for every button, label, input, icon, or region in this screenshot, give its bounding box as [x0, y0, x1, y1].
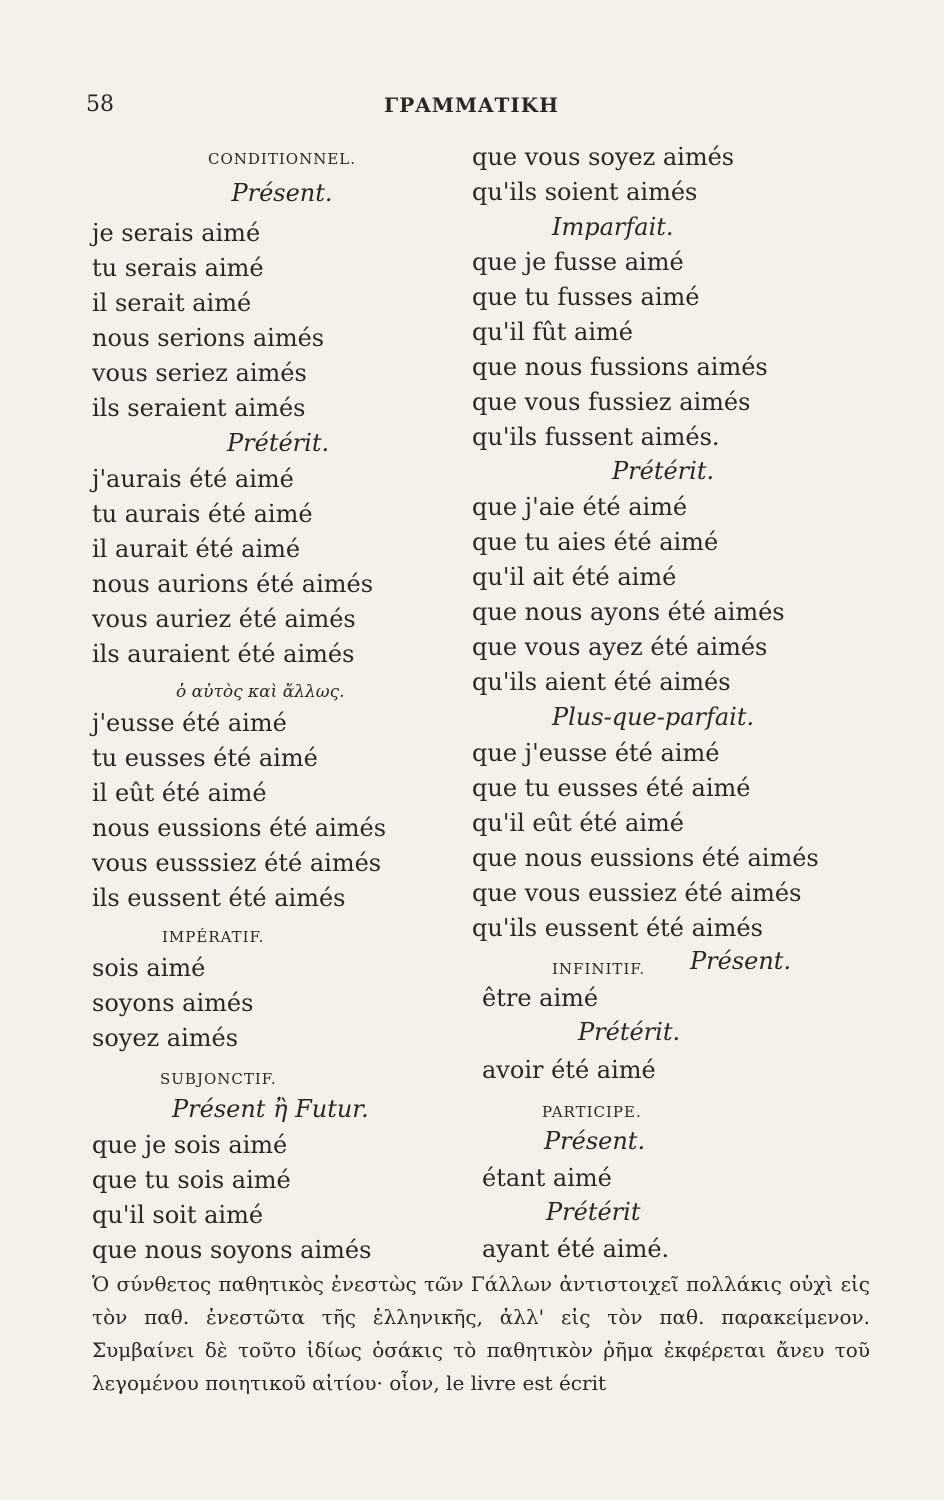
- conjugation-line: j'aurais été aimé: [92, 465, 294, 493]
- conjugation-line: il eût été aimé: [92, 779, 267, 807]
- conjugation-line: que tu fusses aimé: [472, 283, 700, 311]
- conjugation-line: ils eussent été aimés: [92, 884, 346, 912]
- conjugation-line: que nous eussions été aimés: [472, 844, 819, 872]
- conjugation-line: ils seraient aimés: [92, 394, 306, 422]
- conjugation-line: que j'eusse été aimé: [472, 739, 720, 767]
- section-heading: Prétérit.: [612, 457, 715, 485]
- conjugation-line: vous auriez été aimés: [92, 605, 356, 633]
- conjugation-line: que je fusse aimé: [472, 248, 684, 276]
- conjugation-line: nous aurions été aimés: [92, 570, 374, 598]
- conditionnel-heading: CONDITIONNEL.: [207, 150, 356, 168]
- conjugation-line: il aurait été aimé: [92, 535, 301, 563]
- conjugation-line: que je sois aimé: [92, 1131, 288, 1159]
- conjugation-line: que vous eussiez été aimés: [472, 879, 802, 907]
- conjugation-line: nous serions aimés: [92, 324, 325, 352]
- conjugation-line: qu'il ait été aimé: [472, 563, 677, 591]
- conjugation-line: que nous fussions aimés: [472, 353, 768, 381]
- section-heading: Prétérit.: [227, 429, 330, 457]
- conjugation-line: j'eusse été aimé: [92, 709, 287, 737]
- section-heading: Présent.: [690, 947, 792, 975]
- section-heading: PARTICIPE.: [542, 1103, 642, 1121]
- conjugation-line: ils auraient été aimés: [92, 640, 355, 668]
- conjugation-line: étant aimé: [482, 1164, 612, 1192]
- section-heading: ὁ αὐτὸς καὶ ἄλλως.: [176, 682, 345, 702]
- conjugation-line: tu aurais été aimé: [92, 500, 313, 528]
- conjugation-line: qu'ils aient été aimés: [472, 668, 731, 696]
- section-heading: IMPÉRATIF.: [162, 928, 265, 946]
- page-header: [86, 92, 876, 122]
- section-heading: Imparfait.: [552, 213, 674, 241]
- conjugation-line: avoir été aimé: [482, 1056, 656, 1084]
- section-heading: SUBJONCTIF.: [160, 1070, 277, 1088]
- conjugation-line: que nous ayons été aimés: [472, 598, 785, 626]
- conjugation-line: que tu sois aimé: [92, 1166, 291, 1194]
- conjugation-line: vous seriez aimés: [92, 359, 307, 387]
- conjugation-line: que vous fussiez aimés: [472, 388, 751, 416]
- conjugation-line: qu'ils soient aimés: [472, 178, 698, 206]
- conjugation-line: tu serais aimé: [92, 254, 264, 282]
- conjugation-line: être aimé: [482, 984, 599, 1012]
- section-heading: Présent.: [231, 179, 333, 207]
- conjugation-line: que nous soyons aimés: [92, 1236, 372, 1264]
- conjugation-line: nous eussions été aimés: [92, 814, 387, 842]
- conjugation-line: vous eusssiez été aimés: [92, 849, 382, 877]
- conjugation-line: ayant été aimé.: [482, 1235, 670, 1263]
- section-heading: Prétérit.: [578, 1018, 681, 1046]
- conjugation-line: sois aimé: [92, 954, 206, 982]
- conjugation-line: je serais aimé: [92, 219, 261, 247]
- conjugation-line: qu'il eût été aimé: [472, 809, 684, 837]
- section-heading: Présent.: [544, 1127, 646, 1155]
- page-title: ΓΡΑΜΜΑΤΙΚΗ: [384, 93, 560, 117]
- conjugation-line: il serait aimé: [92, 289, 252, 317]
- conjugation-line: qu'il fût aimé: [472, 318, 633, 346]
- conjugation-line: qu'ils fussent aimés.: [472, 423, 720, 451]
- section-heading: INFINITIF.: [552, 960, 646, 978]
- conjugation-line: soyez aimés: [92, 1024, 239, 1052]
- conjugation-line: que tu eusses été aimé: [472, 774, 751, 802]
- page-number: 58: [86, 92, 114, 117]
- section-heading: Présent ἢ Futur.: [172, 1095, 369, 1123]
- conjugation-line: que j'aie été aimé: [472, 493, 688, 521]
- conjugation-line: que tu aies été aimé: [472, 528, 719, 556]
- conjugation-line: que vous soyez aimés: [472, 143, 735, 171]
- conjugation-line: qu'ils eussent été aimés: [472, 914, 763, 942]
- conjugation-line: tu eusses été aimé: [92, 744, 318, 772]
- conjugation-line: soyons aimés: [92, 989, 254, 1017]
- conjugation-line: que vous ayez été aimés: [472, 633, 768, 661]
- section-heading: Prétérit: [546, 1198, 641, 1226]
- footnote: Ὁ σύνθετος παθητικὸς ἐνεστὼς τῶν Γάλλων ἀντιστοιχεῖ πολλάκις οὐχὶ εἰς τὸν παθ. ἐνεστῶτα τῆς ἑλληνικῆς, ἀλλ' εἰς τὸν παθ. παρακείμενον. Συμβαίνει δὲ τοῦτο ἰδίως ὁσάκις τὸ παθητικὸν ῥῆμα ἐκφέρεται ἄνευ τοῦ λεγομένου ποιητικοῦ αἰτίου· οἷον, le livre est écrit: [92, 1272, 870, 1395]
- conjugation-line: qu'il soit aimé: [92, 1201, 264, 1229]
- section-heading: Plus-que-parfait.: [552, 703, 755, 731]
